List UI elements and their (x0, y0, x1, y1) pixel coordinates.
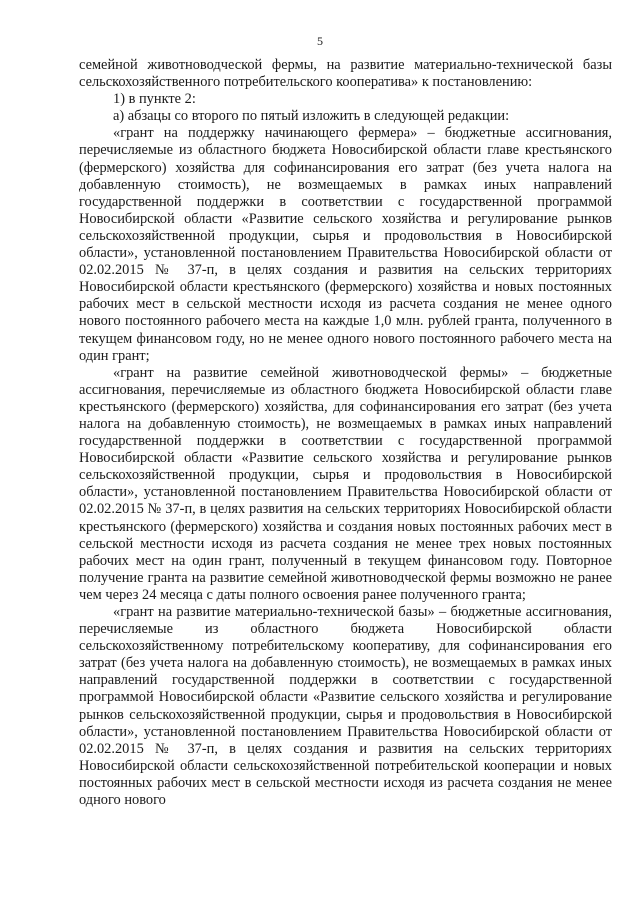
paragraph-grant-material-base: «грант на развитие материально-технической базы» – бюджетные ассигнования, перечисляемые из областного бюджета Новосибирской области сельскохозяйственному потребительскому кооперативу, для софинансирования его затрат (без учета налога на добавленную стоимость), не возмещаемых в рамках иных направлений государственной поддержки в соответствии с государственной программой Новосибирской области «Развитие сельского хозяйства и регулирование рынков сельскохозяйственной продукции, сырья и продовольствия в Новосибирской области», установленной постановлением Правительства Новосибирской области от 02.02.2015 № 37-п, в целях создания и развития на сельских территориях Новосибирской области сельскохозяйственной потребительской кооперации и новых постоянных рабочих мест в сельской местности исходя из расчета создания не менее одного нового (79, 604, 612, 809)
document-body (79, 57, 612, 809)
paragraph-grant-beginning-farmer: «грант на поддержку начинающего фермера» – бюджетные ассигнования, перечисляемые из областного бюджета Новосибирской области главе крестьянского (фермерского) хозяйства для софинансирования его затрат (без учета налога на добавленную стоимость), не возмещаемых в рамках иных направлений государственной поддержки в соответствии с государственной программой Новосибирской области «Развитие сельского хозяйства и регулирование рынков сельскохозяйственной продукции, сырья и продовольствия в Новосибирской области», установленной постановлением Правительства Новосибирской области от 02.02.2015 № 37-п, в целях создания и развития на сельских территориях Новосибирской области крестьянского (фермерского) хозяйства и новых постоянных рабочих мест в сельской местности исходя из расчета создания не менее одного нового постоянного рабочего места на каждые 1,0 млн. рублей гранта, полученного в текущем финансовом году, но не менее одного нового постоянного рабочего места на один грант; (79, 125, 612, 364)
paragraph-continuation: семейной животноводческой фермы, на развитие материально-технической базы сельскохозяйственного потребительского кооператива» к постановлению: (79, 57, 612, 91)
paragraph-item-1: 1) в пункте 2: (113, 91, 196, 108)
paragraph-grant-family-farm: «грант на развитие семейной животноводческой фермы» – бюджетные ассигнования, перечисляемые из областного бюджета Новосибирской области главе крестьянского (фермерского) хозяйства, для софинансирования его затрат (без учета налога на добавленную стоимость), не возмещаемых в рамках иных направлений государственной поддержки в соответствии с государственной программой Новосибирской области «Развитие сельского хозяйства и регулирование рынков сельскохозяйственной продукции, сырья и продовольствия в Новосибирской области», установленной постановлением Правительства Новосибирской области от 02.02.2015 № 37-п, в целях развития на сельских территориях Новосибирской области крестьянского (фермерского) хозяйства и создания новых постоянных рабочих мест в сельской местности исходя из расчета создания не менее трех новых постоянных рабочих мест на один грант, полученный в текущем финансовом году. Повторное получение гранта на развитие семейной животноводческой фермы возможно не ранее чем через 24 месяца с даты полного освоения ранее полученного гранта; (79, 364, 612, 603)
paragraph-subitem-a: а) абзацы со второго по пятый изложить в следующей редакции: (113, 108, 510, 125)
page-number: 5 (317, 34, 323, 48)
